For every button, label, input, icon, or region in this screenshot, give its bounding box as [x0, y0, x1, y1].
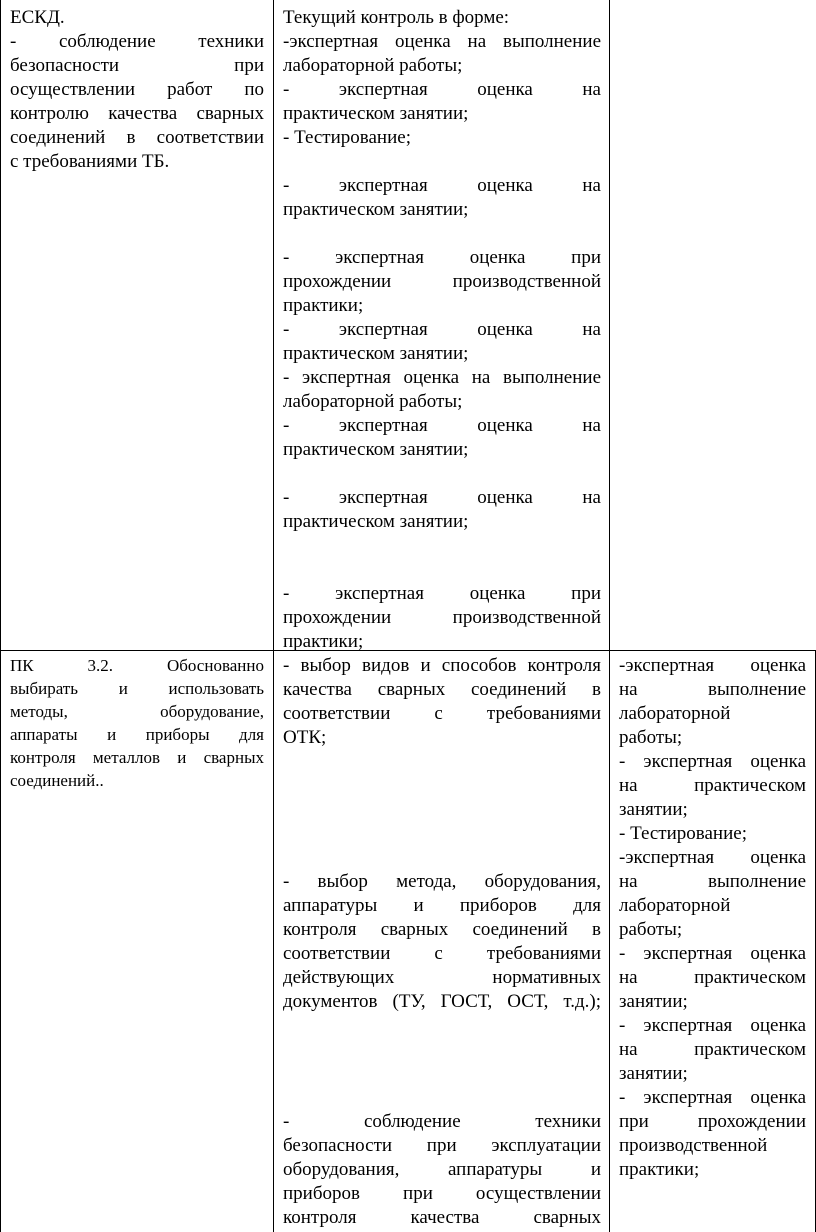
- text-line: - соблюдение техники: [283, 1111, 601, 1132]
- text-line: - экспертная оценка при: [283, 583, 601, 604]
- text-line: работы;: [619, 727, 683, 748]
- text-line: аппараты и приборы для: [10, 725, 264, 744]
- line-spacer: [283, 150, 601, 174]
- text-line: занятии;: [619, 1063, 688, 1084]
- text-line: аппаратуры и приборов для: [283, 895, 601, 916]
- text-line: занятии;: [619, 991, 688, 1012]
- line-spacer: [283, 462, 601, 486]
- text-line: практики;: [619, 1159, 700, 1180]
- row1-competency-cell: [10, 6, 264, 174]
- text-line: ПК 3.2. Обоснованно: [10, 656, 264, 675]
- text-line: - экспертная оценка: [619, 1015, 806, 1036]
- text-line: контроля металлов и сварных: [10, 748, 264, 767]
- row2-middle-border: [273, 650, 274, 1232]
- text-line: -экспертная оценка: [619, 655, 806, 676]
- text-line: контролю качества сварных: [10, 103, 264, 124]
- text-line: работы;: [619, 919, 683, 940]
- row1-control-cell: [283, 6, 601, 654]
- text-line: - экспертная оценка на: [283, 319, 601, 340]
- text-line: практики;: [283, 295, 364, 316]
- line-spacer: [283, 534, 601, 582]
- text-line: - соблюдение техники: [10, 31, 264, 52]
- row2-indicators-cell: [283, 654, 601, 1230]
- text-line: контроля сварных соединений в: [283, 919, 601, 940]
- row2-right-border-1: [609, 650, 610, 1232]
- text-line: прохождении производственной: [283, 607, 601, 628]
- text-line: соединений..: [10, 771, 104, 790]
- row1-middle-border: [273, 0, 274, 651]
- text-line: соответствии с требованиями: [283, 943, 601, 964]
- text-line: занятии;: [619, 799, 688, 820]
- text-line: методы, оборудование,: [10, 702, 264, 721]
- text-line: - экспертная оценка: [619, 751, 806, 772]
- text-line: лабораторной: [619, 895, 731, 916]
- text-line: на практическом: [619, 967, 806, 988]
- text-line: практическом занятии;: [283, 199, 469, 220]
- row1-right-border: [609, 0, 610, 651]
- text-line: - Тестирование;: [283, 127, 411, 148]
- text-line: - экспертная оценка на: [283, 79, 601, 100]
- text-line: осуществлении работ по: [10, 79, 264, 100]
- text-line: соответствии с требованиями: [283, 703, 601, 724]
- text-line: качества сварных соединений в: [283, 679, 601, 700]
- text-line: лабораторной: [619, 703, 731, 724]
- text-line: ОТК;: [283, 727, 327, 748]
- row2-assessment-cell: [619, 654, 806, 1182]
- text-line: - экспертная оценка на: [283, 175, 601, 196]
- text-line: ЕСКД.: [10, 7, 65, 28]
- text-line: лабораторной работы;: [283, 391, 463, 412]
- text-line: документов (ТУ, ГОСТ, ОСТ, т.д.);: [283, 991, 601, 1012]
- text-line: - экспертная оценка на: [283, 415, 601, 436]
- line-spacer: [283, 222, 601, 246]
- row2-competency-cell: [10, 654, 264, 792]
- line-spacer: [283, 750, 601, 870]
- text-line: лабораторной работы;: [283, 55, 463, 76]
- text-line: оборудования, аппаратуры и: [283, 1159, 601, 1180]
- text-line: - выбор метода, оборудования,: [283, 871, 601, 892]
- text-line: - экспертная оценка при: [283, 247, 601, 268]
- text-line: практическом занятии;: [283, 511, 469, 532]
- line-spacer: [283, 1014, 601, 1110]
- text-line: практическом занятии;: [283, 103, 469, 124]
- row2-left-border: [0, 650, 1, 1232]
- text-line: Текущий контроль в форме:: [283, 7, 510, 28]
- text-line: безопасности при эксплуатации: [283, 1135, 601, 1156]
- row1-left-border: [0, 0, 1, 651]
- text-line: при прохождении: [619, 1111, 806, 1132]
- text-line: соединений в соответствии: [10, 127, 264, 148]
- text-line: - экспертная оценка: [619, 1087, 806, 1108]
- text-line: практическом занятии;: [283, 343, 469, 364]
- text-line: - экспертная оценка на выполнение: [283, 367, 601, 388]
- text-line: - выбор видов и способов контроля: [283, 655, 601, 676]
- text-line: - экспертная оценка: [619, 943, 806, 964]
- text-line: на практическом: [619, 775, 806, 796]
- text-line: приборов при осуществлении: [283, 1183, 601, 1204]
- text-line: -экспертная оценка: [619, 847, 806, 868]
- text-line: контроля качества сварных: [283, 1207, 601, 1228]
- text-line: практическом занятии;: [283, 439, 469, 460]
- text-line: выбирать и использовать: [10, 679, 264, 698]
- text-line: на практическом: [619, 1039, 806, 1060]
- text-line: - экспертная оценка на: [283, 487, 601, 508]
- text-line: прохождении производственной: [283, 271, 601, 292]
- text-line: действующих нормативных: [283, 967, 601, 988]
- text-line: с требованиями ТБ.: [10, 151, 170, 172]
- text-line: -экспертная оценка на выполнение: [283, 31, 601, 52]
- text-line: - Тестирование;: [619, 823, 747, 844]
- text-line: производственной: [619, 1135, 768, 1156]
- text-line: на выполнение: [619, 679, 806, 700]
- text-line: практики;: [283, 631, 364, 652]
- text-line: на выполнение: [619, 871, 806, 892]
- text-line: безопасности при: [10, 55, 264, 76]
